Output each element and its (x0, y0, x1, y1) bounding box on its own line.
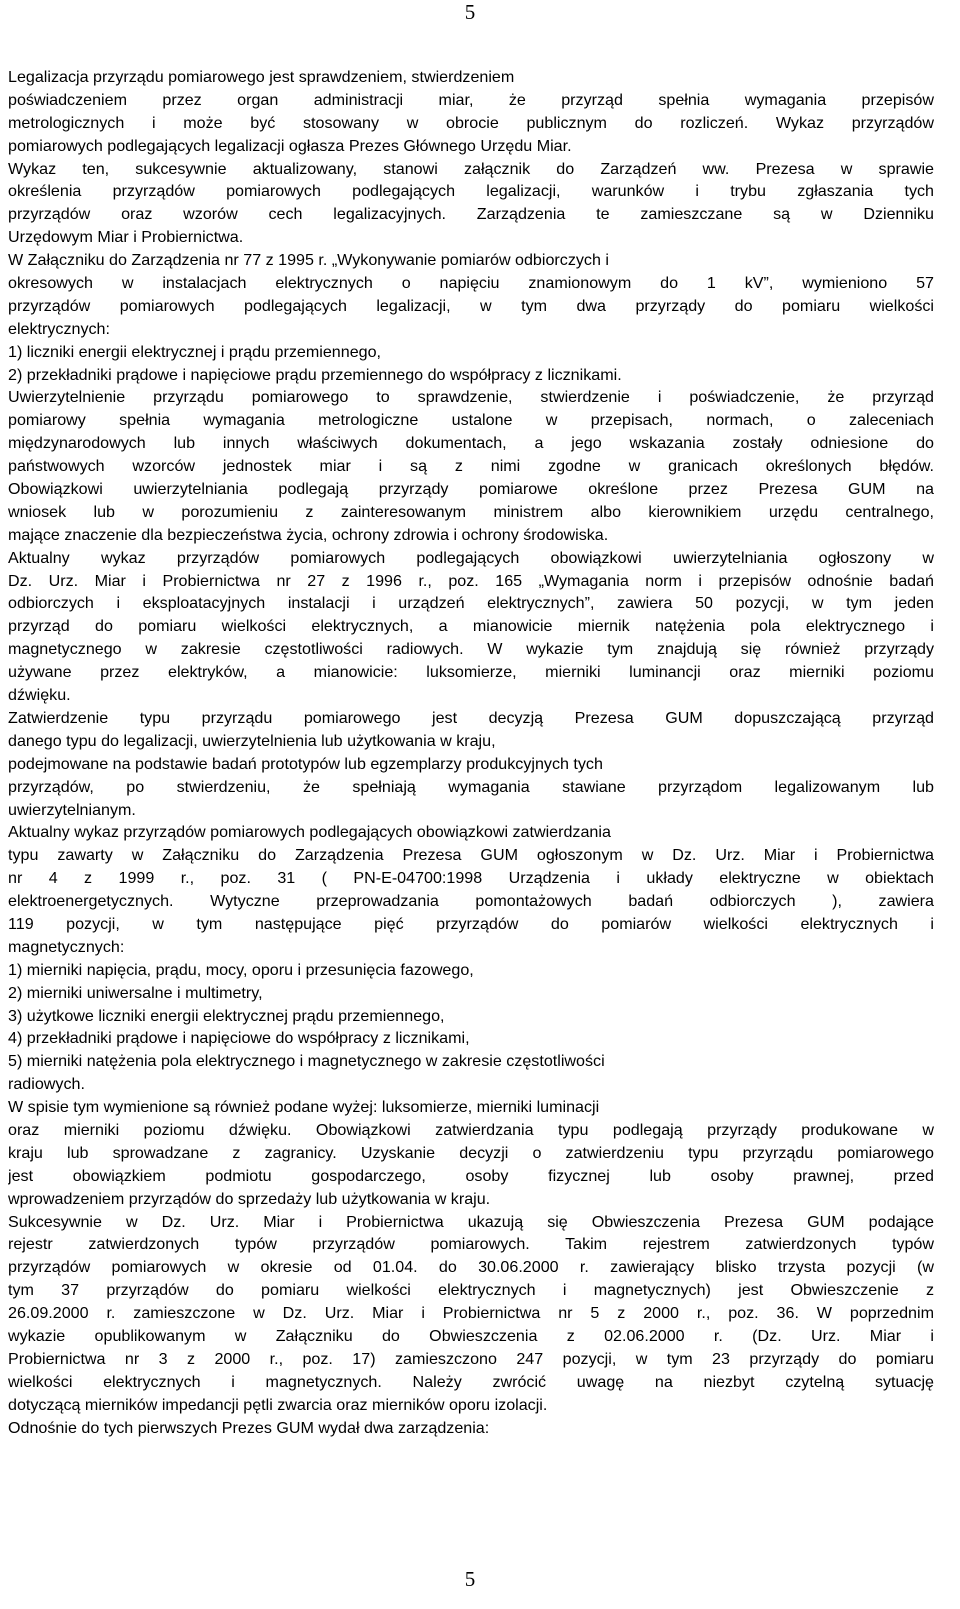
text-line: W Załączniku do Zarządzenia nr 77 z 1995 r. „Wykonywanie pomiarów odbiorczych i (8, 251, 609, 270)
text-line: pomiarowych podlegających legalizacji ogłasza Prezes Głównego Urzędu Miar. (8, 136, 572, 155)
text-line: 3) użytkowe liczniki energii elektrycznej prądu przemiennego, (8, 1006, 445, 1025)
text-line: wprowadzeniem przyrządów do sprzedaży lub użytkowania w kraju. (8, 1189, 491, 1208)
text-line: radiowych. (8, 1075, 85, 1094)
text-line: rejestr zatwierdzonych typów przyrządów pomiarowych. Takim rejestrem zatwierdzonych typów (8, 1235, 934, 1254)
text-line: Obowiązkowi uwierzytelniania podlegają przyrządy pomiarowe określone przez Prezesa GUM na (8, 480, 934, 499)
text-line: wielkości elektrycznych i magnetycznych. Należy zwrócić uwagę na niezbyt czytelną sytuację (8, 1372, 934, 1391)
text-line: międzynarodowych lub innych właściwych dokumentach, a jego wskazania zostały odniesione do (8, 434, 934, 453)
text-line-part: Prezesa w sprawie (755, 159, 934, 178)
text-line: oraz mierniki poziomu dźwięku. Obowiązkowi zatwierdzania typu podlegają przyrządy produkowane w (8, 1120, 934, 1139)
body-text (8, 66, 934, 1439)
text-line-part: Wykaz ten, sukcesywnie aktualizowany, stanowi załącznik do Zarządzeń ww. (8, 159, 730, 178)
text-line (8, 158, 934, 181)
text-line: pomiarowy spełnia wymagania metrologiczne ustalone w przepisach, normach, o zaleceniach (8, 411, 934, 430)
text-line: przyrządów oraz wzorów cech legalizacyjnych. Zarządzenia te zamieszczane są w Dzienniku (8, 205, 934, 224)
text-line: tym 37 przyrządów do pomiaru wielkości elektrycznych i magnetycznych) jest Obwieszczenie z (8, 1281, 934, 1300)
text-line: typu zawarty w Załączniku do Zarządzenia Prezesa GUM ogłoszonym w Dz. Urz. Miar i Probiernictwa (8, 846, 934, 865)
text-line: 1) liczniki energii elektrycznej i prądu przemiennego, (8, 342, 382, 361)
text-line: 2) mierniki uniwersalne i multimetry, (8, 983, 263, 1002)
text-line: przyrządów pomiarowych w okresie od 01.04. do 30.06.2000 r. zawierający blisko trzysta pozycji (w (8, 1258, 934, 1277)
text-line: nr 4 z 1999 r., poz. 31 ( PN-E-04700:1998 Urządzenia i układy elektryczne w obiektach (8, 869, 934, 888)
text-line: państwowych wzorców jednostek miar i są z nimi zgodne w granicach określonych błędów. (8, 457, 934, 476)
text-line: mające znaczenie dla bezpieczeństwa życia, ochrony zdrowia i ochrony środowiska. (8, 525, 609, 544)
text-line: elektrycznych: (8, 319, 110, 338)
page-number-bottom: 5 (464, 1567, 476, 1591)
text-line: elektroenergetycznych. Wytyczne przeprowadzania pomontażowych badań odbiorczych ), zawiera (8, 892, 934, 911)
text-line: W spisie tym wymienione są również podane wyżej: luksomierze, mierniki luminacji (8, 1098, 600, 1117)
text-line: magnetycznych: (8, 937, 125, 956)
page-number-top: 5 (464, 0, 476, 24)
text-line: Dz. Urz. Miar i Probiernictwa nr 27 z 1996 r., poz. 165 „Wymagania norm i przepisów odnośnie badań (8, 571, 934, 590)
text-line: Sukcesywnie w Dz. Urz. Miar i Probiernictwa ukazują się Obwieszczenia Prezesa GUM podające (8, 1212, 934, 1231)
text-line: uwierzytelnianym. (8, 800, 136, 819)
text-line: magnetycznego w zakresie częstotliwości radiowych. W wykazie tym znajdują się również przyrządy (8, 640, 934, 659)
text-line: Aktualny wykaz przyrządów pomiarowych podlegających obowiązkowi zatwierdzania (8, 823, 611, 842)
text-line: Zatwierdzenie typu przyrządu pomiarowego jest decyzją Prezesa GUM dopuszczającą przyrząd (8, 708, 934, 727)
text-line: przyrząd do pomiaru wielkości elektrycznych, a mianowicie miernik natężenia pola elektrycznego i (8, 617, 934, 636)
text-line: używane przez elektryków, a mianowicie: luksomierze, mierniki luminancji oraz mierniki poziomu (8, 663, 934, 682)
text-line: dotyczącą mierników impedancji pętli zwarcia oraz mierników oporu izolacji. (8, 1395, 548, 1414)
text-line: przyrządów pomiarowych podlegających legalizacji, w tym dwa przyrządy do pomiaru wielkości (8, 296, 934, 315)
text-line: wniosek lub w porozumieniu z zainteresowanym ministrem albo kierownikiem urzędu centralnego, (8, 502, 934, 521)
text-line: kraju lub sprowadzane z zagranicy. Uzyskanie decyzji o zatwierdzeniu typu przyrządu pomiarowego (8, 1143, 934, 1162)
text-line: Legalizacja przyrządu pomiarowego jest sprawdzeniem, stwierdzeniem (8, 68, 515, 86)
text-line: 1) mierniki napięcia, prądu, mocy, oporu i przesunięcia fazowego, (8, 960, 474, 979)
text-line: Urzędowym Miar i Probiernictwa. (8, 228, 244, 247)
text-line: metrologicznych i może być stosowany w obrocie publicznym do rozliczeń. Wykaz przyrządów (8, 113, 934, 132)
text-line: przyrządów, po stwierdzeniu, że spełniają wymagania stawiane przyrządom legalizowanym lub (8, 777, 934, 796)
text-line: wykazie opublikowanym w Załączniku do Obwieszczenia z 02.06.2000 r. (Dz. Urz. Miar i (8, 1326, 934, 1345)
text-line: okresowych w instalacjach elektrycznych o napięciu znamionowym do 1 kV”, wymieniono 57 (8, 274, 934, 293)
text-line: 26.09.2000 r. zamieszczone w Dz. Urz. Miar i Probiernictwa nr 5 z 2000 r., poz. 36. W poprzednim (8, 1304, 934, 1323)
text-line: dźwięku. (8, 686, 71, 705)
text-line: jest obowiązkiem podmiotu gospodarczego, osoby fizycznej lub osoby prawnej, przed (8, 1166, 934, 1185)
text-line: 4) przekładniki prądowe i napięciowe do współpracy z licznikami, (8, 1029, 470, 1048)
text-line: odbiorczych i eksploatacyjnych instalacji i urządzeń elektrycznych”, zawiera 50 pozycji, w tym jeden (8, 594, 934, 613)
text-line: Probiernictwa nr 3 z 2000 r., poz. 17) zamieszczono 247 pozycji, w tym 23 przyrządy do pomiaru (8, 1349, 934, 1368)
text-line: Aktualny wykaz przyrządów pomiarowych podlegających obowiązkowi uwierzytelniania ogłoszony w (8, 548, 934, 567)
text-line: określenia przyrządów pomiarowych podlegających legalizacji, warunków i trybu zgłaszania tych (8, 182, 934, 201)
text-line: 2) przekładniki prądowe i napięciowe prądu przemiennego do współpracy z licznikami. (8, 365, 622, 384)
text-line: danego typu do legalizacji, uwierzytelnienia lub użytkowania w kraju, (8, 731, 496, 750)
text-line: poświadczeniem przez organ administracji miar, że przyrząd spełnia wymagania przepisów (8, 90, 934, 109)
text-line: 5) mierniki natężenia pola elektrycznego i magnetycznego w zakresie częstotliwości (8, 1052, 605, 1071)
text-line: podejmowane na podstawie badań prototypów lub egzemplarzy produkcyjnych tych (8, 754, 603, 773)
text-line: Odnośnie do tych pierwszych Prezes GUM wydał dwa zarządzenia: (8, 1418, 490, 1437)
text-line: 119 pozycji, w tym następujące pięć przyrządów do pomiarów wielkości elektrycznych i (8, 914, 934, 933)
text-line: Uwierzytelnienie przyrządu pomiarowego to sprawdzenie, stwierdzenie i poświadczenie, że przyrząd (8, 388, 934, 407)
